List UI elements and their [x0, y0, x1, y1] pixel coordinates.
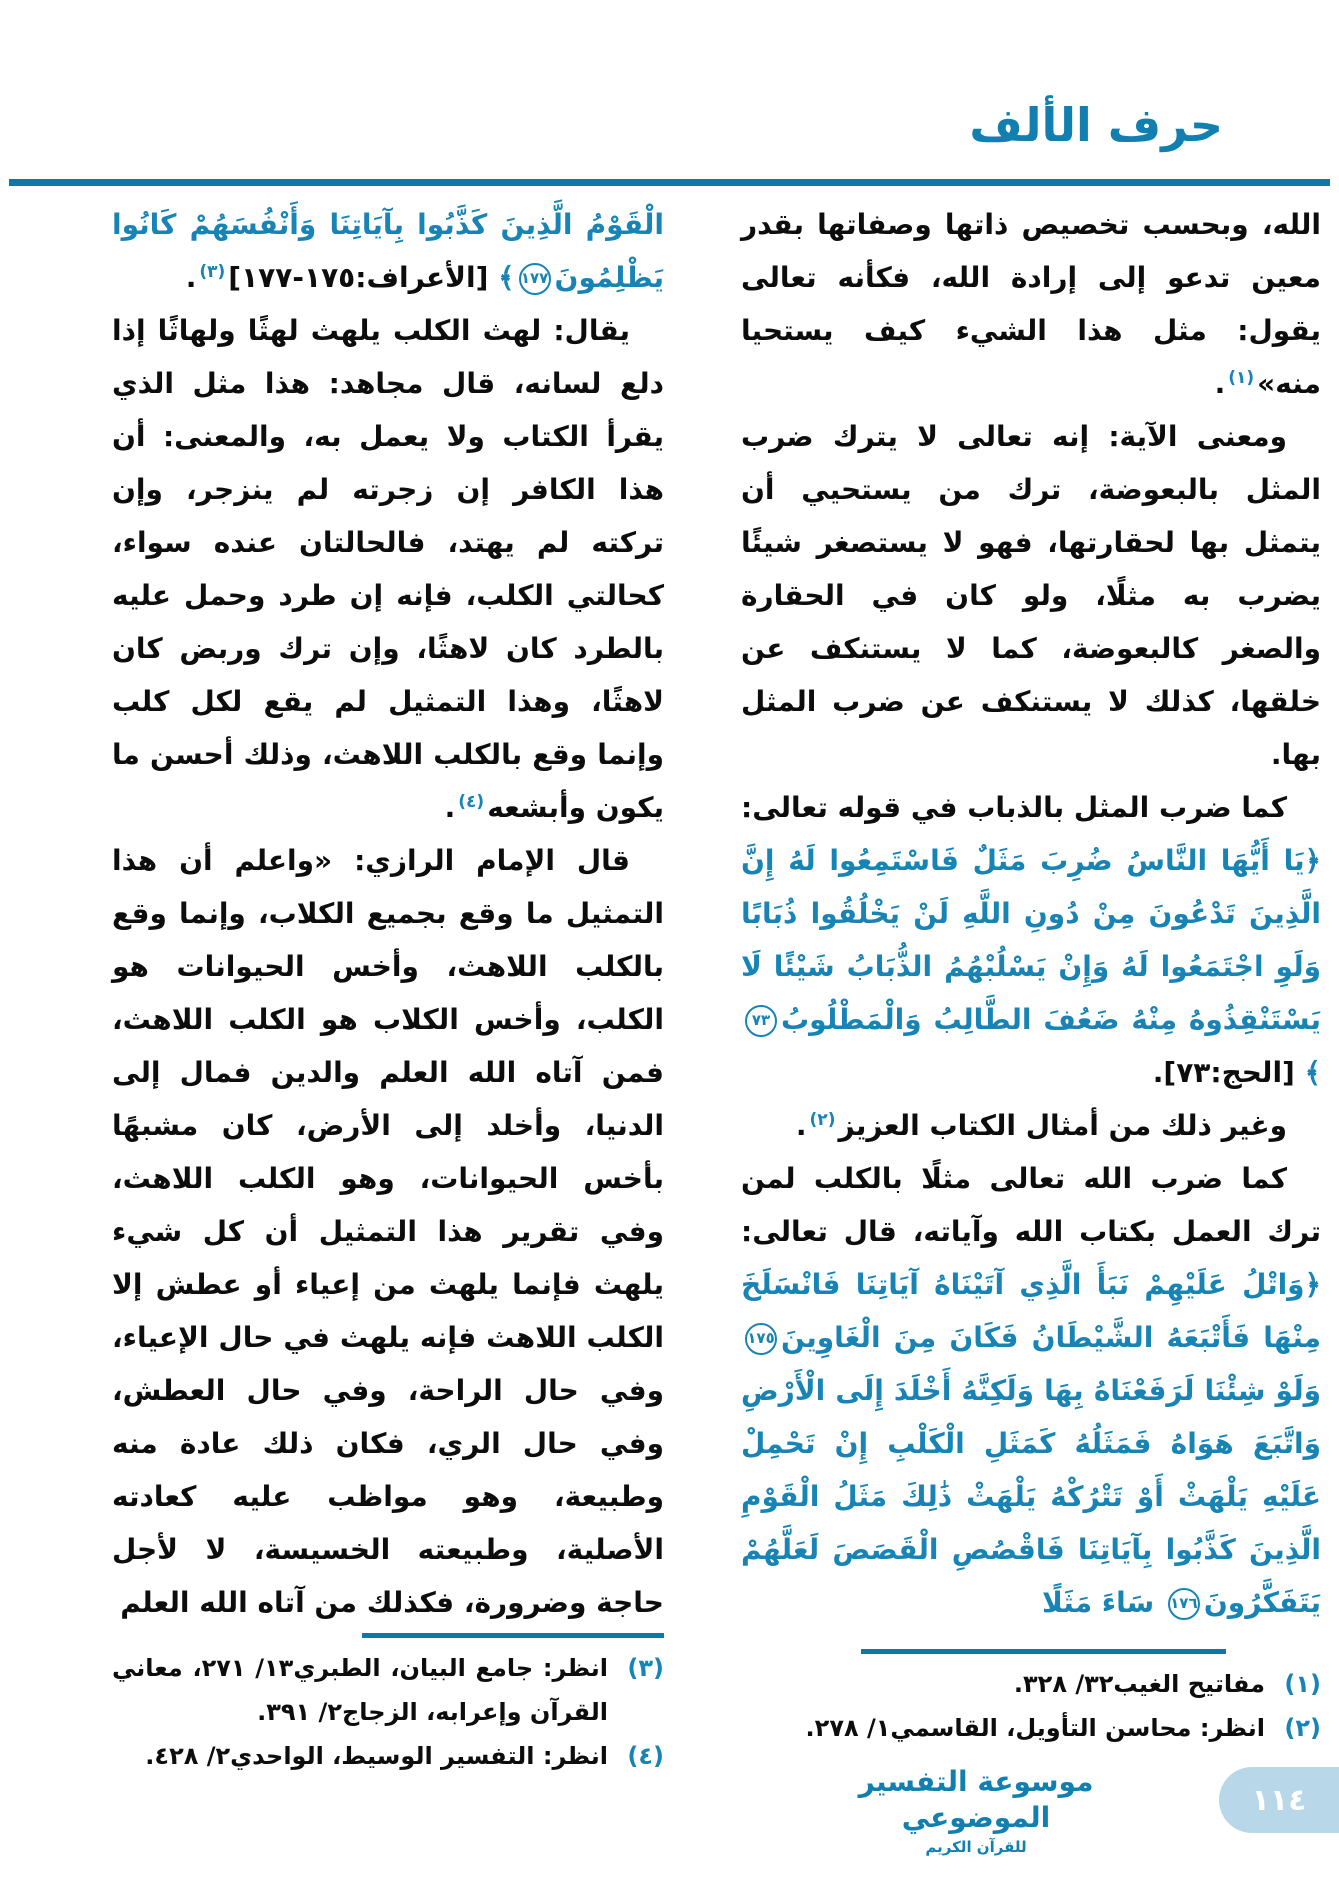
paragraph: [741, 410, 1321, 781]
ayah-number-medallion: ٧٣: [745, 1005, 777, 1037]
quran-verse-text: وَلَوْ شِئْنَا لَرَفَعْنَاهُ بِهَا وَلَكِنَّهُ أَخْلَدَ إِلَى الْأَرْضِ وَاتَّبَعَ هَوَاهُ فَمَثَلُهُ كَمَثَلِ الْكَلْبِ إِنْ تَحْمِلْ عَلَيْهِ يَلْهَثْ أَوْ تَتْرُكْهُ يَلْهَثْ ذَٰلِكَ مَثَلُ الْقَوْمِ الَّذِينَ كَذَّبُوا بِآيَاتِنَا فَاقْصُصِ الْقَصَصَ لَعَلَّهُمْ يَتَفَكَّرُونَ: [741, 1374, 1321, 1619]
footnote-marker: (٣): [627, 1654, 664, 1682]
footnote-reference-marker: (١): [1228, 367, 1255, 388]
paragraph: [112, 198, 664, 304]
paragraph: [112, 834, 664, 1629]
quran-verse-text: الْقَوْمُ الَّذِينَ كَذَّبُوا بِآيَاتِنَا وَأَنْفُسَهُمْ كَانُوا يَظْلِمُونَ: [112, 208, 664, 294]
footnote: [741, 1706, 1321, 1750]
body-text: وغير ذلك من أمثال الكتاب العزيز: [838, 1109, 1287, 1142]
body-text: .: [1214, 367, 1226, 400]
chapter-title: حرف الألف: [969, 98, 1223, 152]
footnotes-section: [112, 1633, 664, 1778]
ayah-number-medallion: ١٧٧: [519, 263, 551, 295]
body-text: .: [795, 1109, 807, 1142]
footnote: [112, 1734, 664, 1778]
paragraph: [112, 304, 664, 834]
footnote: [112, 1646, 664, 1734]
footnote-marker: (٤): [627, 1742, 664, 1770]
body-text: [الأعراف:١٧٥-١٧٧]: [228, 261, 499, 294]
quran-verse-text: سَاءَ مَثَلًا: [1042, 1586, 1164, 1619]
footnote-reference-marker: (٢): [809, 1109, 836, 1130]
body-text: ومعنى الآية: إنه تعالى لا يترك ضرب المثل بالبعوضة، ترك من يستحيي أن يتمثل بها لحقارتها، فهو لا يستصغر شيئًا يضرب به مثلًا، ولو كان في الحقارة والصغر كالبعوضة، كما لا يستنكف عن خلقها، كذلك لا يستنكف عن ضرب المثل بها.: [741, 420, 1321, 771]
ayah-number-medallion: ١٧٦: [1168, 1588, 1200, 1620]
footnote-marker: (٢): [1284, 1714, 1321, 1742]
footnote-reference-marker: (٣): [199, 261, 226, 282]
body-text: .: [185, 261, 197, 294]
publisher-logo: [851, 1764, 1101, 1858]
body-text: .: [444, 791, 456, 824]
quran-verse-text: ﴿يَا أَيُّهَا النَّاسُ ضُرِبَ مَثَلٌ فَاسْتَمِعُوا لَهُ إِنَّ الَّذِينَ تَدْعُونَ مِنْ دُونِ اللَّهِ لَنْ يَخْلُقُوا ذُبَابًا وَلَوِ اجْتَمَعُوا لَهُ وَإِنْ يَسْلُبْهُمُ الذُّبَابُ شَيْئًا لَا يَسْتَنْقِذُوهُ مِنْهُ ضَعُفَ الطَّالِبُ وَالْمَطْلُوبُ: [741, 844, 1321, 1036]
body-text: يقال: لهث الكلب يلهث لهثًا ولهاثًا إذا دلع لسانه، قال مجاهد: هذا مثل الذي يقرأ الكتاب ولا يعمل به، والمعنى: أن هذا الكافر إن زجرته لم ينزجر، وإن تركته لم يهتد، فالحالتان عنده سواء، كحالتي الكلب، فإنه إن طرد وحمل عليه بالطرد كان لاهثًا، وإن ترك وربض كان لاهثًا، وهذا التمثيل لم يقع لكل كلب وإنما وقع بالكلب اللاهث، وذلك أحسن ما يكون وأبشعه: [112, 314, 664, 824]
quran-verse-text: ﴾: [498, 261, 515, 294]
quran-verse-text: ﴿وَاتْلُ عَلَيْهِمْ نَبَأَ الَّذِي آتَيْنَاهُ آيَاتِنَا فَانْسَلَخَ مِنْهَا فَأَتْبَعَهُ الشَّيْطَانُ فَكَانَ مِنَ الْغَاوِينَ: [741, 1268, 1321, 1354]
footnotes-section: [741, 1649, 1321, 1750]
body-text: الله، وبحسب تخصيص ذاتها وصفاتها بقدر معين تدعو إلى إرادة الله، فكأنه تعالى يقول: مثل هذا الشيء كيف يستحيا منه»: [741, 208, 1321, 400]
footnote-marker: (١): [1284, 1670, 1321, 1698]
header-divider: [9, 179, 1330, 186]
paragraph: [741, 781, 1321, 1099]
body-text: كما ضرب المثل بالذباب في قوله تعالى:: [741, 791, 1287, 824]
footnote-text: انظر: محاسن التأويل، القاسمي١/ ٢٧٨.: [805, 1714, 1265, 1742]
publisher-logo-subtitle: للقرآن الكريم: [925, 1838, 1027, 1856]
left-column: [112, 198, 664, 1778]
quran-verse-text: ﴾: [1304, 1056, 1321, 1089]
right-column: [741, 198, 1321, 1750]
footnote-reference-marker: (٤): [458, 791, 485, 812]
page-number-badge: ١١٤: [1219, 1767, 1339, 1833]
paragraph: [741, 198, 1321, 410]
body-text: قال الإمام الرازي: «واعلم أن هذا التمثيل ما وقع بجميع الكلاب، وإنما وقع بالكلب اللاهث، وأخس الحيوانات هو الكلب، وأخس الكلاب هو الكلب اللاهث، فمن آتاه الله العلم والدين فمال إلى الدنيا، وأخلد إلى الأرض، كان مشبهًا بأخس الحيوانات، وهو الكلب اللاهث، وفي تقرير هذا التمثيل أن كل شيء يلهث فإنما يلهث من إعياء أو عطش إلا الكلب اللاهث فإنه يلهث في حال الإعياء، وفي حال الراحة، وفي حال العطش، وفي حال الري، فكان ذلك عادة منه وطبيعة، وهو مواظب عليه كعادته الأصلية، وطبيعته الخسيسة، لا لأجل حاجة وضرورة، فكذلك من آتاه الله العلم: [112, 844, 664, 1619]
publisher-logo-title: موسوعة التفسير الموضوعي: [858, 1765, 1094, 1834]
footnote-text: مفاتيح الغيب٣٢/ ٣٢٨.: [1013, 1670, 1265, 1698]
ayah-number-medallion: ١٧٥: [745, 1323, 777, 1355]
footnote-divider: [362, 1633, 664, 1638]
footnote-text: انظر: جامع البيان، الطبري١٣/ ٢٧١، معاني القرآن وإعرابه، الزجاج٢/ ٣٩١.: [112, 1654, 608, 1726]
body-text: [الحج:٧٣].: [1152, 1056, 1305, 1089]
footnote-text: انظر: التفسير الوسيط، الواحدي٢/ ٤٢٨.: [145, 1742, 608, 1770]
footnote-divider: [861, 1649, 1226, 1654]
body-text: كما ضرب الله تعالى مثلًا بالكلب لمن ترك العمل بكتاب الله وآياته، قال تعالى:: [741, 1162, 1321, 1248]
footnote: [741, 1662, 1321, 1706]
paragraph: [741, 1152, 1321, 1629]
paragraph: [741, 1099, 1321, 1152]
